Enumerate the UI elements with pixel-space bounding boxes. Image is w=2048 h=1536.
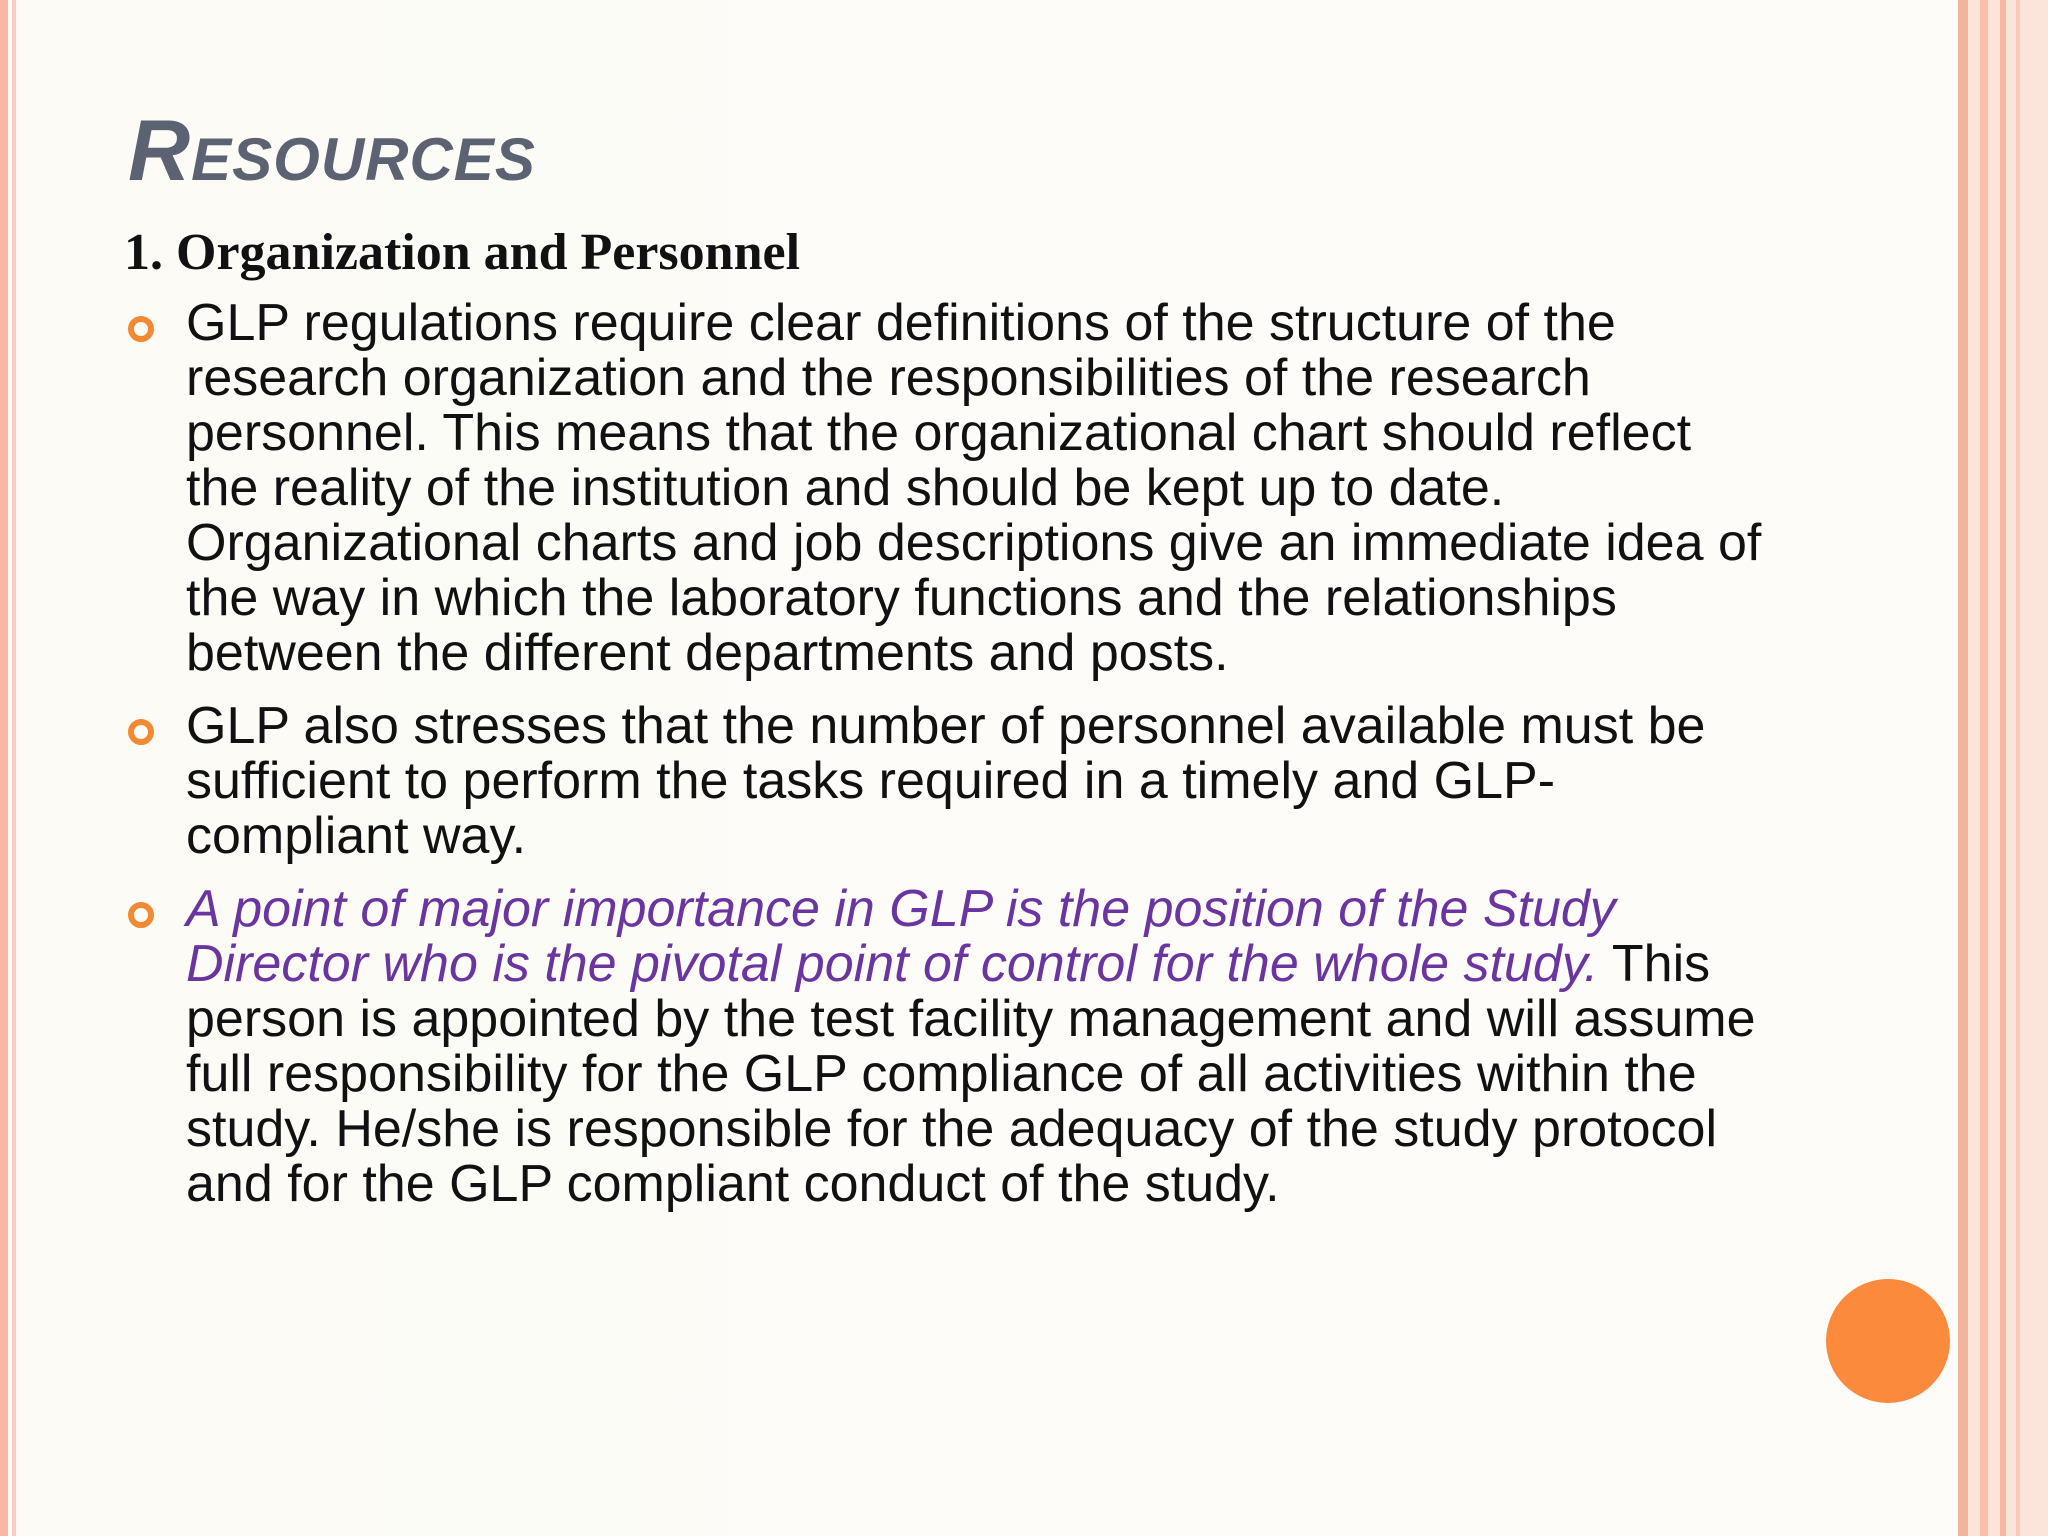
left-border-stripe-inner [12, 0, 16, 1536]
bullet-item [124, 699, 1764, 864]
bullet-text: GLP regulations require clear definitions of the structure of the research organization and the responsibilities of the research personnel. This means that the organizational chart should reflect the reality of the institution and should be kept up to date. Organizational charts and job descriptions give an immediate idea of the way in which the laboratory functions and the relationships between the different departments and posts. [186, 294, 1762, 682]
left-border-stripe [0, 0, 8, 1536]
bullet-text: This person is appointed by the test facility management and will assume full responsibility for the GLP compliance of all activities within the study. He/she is responsible for the adequacy of the study protocol and for the GLP compliant conduct of the study. [186, 935, 1756, 1213]
bullet-list [124, 296, 1764, 1230]
bullet-item [124, 882, 1764, 1212]
bullet-circle-icon [128, 719, 154, 745]
accent-circle [1826, 1279, 1950, 1403]
bullet-emphasis-text: A point of major importance in GLP is the position of the Study Director who is the pivotal point of control for the whole study. [186, 880, 1616, 993]
bullet-circle-icon [128, 316, 154, 342]
right-border-line [2000, 0, 2006, 1536]
bullet-text: GLP also stresses that the number of personnel available must be sufficient to perform the tasks required in a timely and GLP-compliant way. [186, 697, 1706, 865]
section-heading: 1. Organization and Personnel [124, 224, 801, 281]
right-border-line [1958, 0, 1968, 1536]
bullet-circle-icon [128, 902, 154, 928]
right-border-line [2016, 0, 2020, 1536]
slide-title: Resources [128, 103, 536, 199]
right-border-line [1980, 0, 1988, 1536]
bullet-item [124, 296, 1764, 681]
